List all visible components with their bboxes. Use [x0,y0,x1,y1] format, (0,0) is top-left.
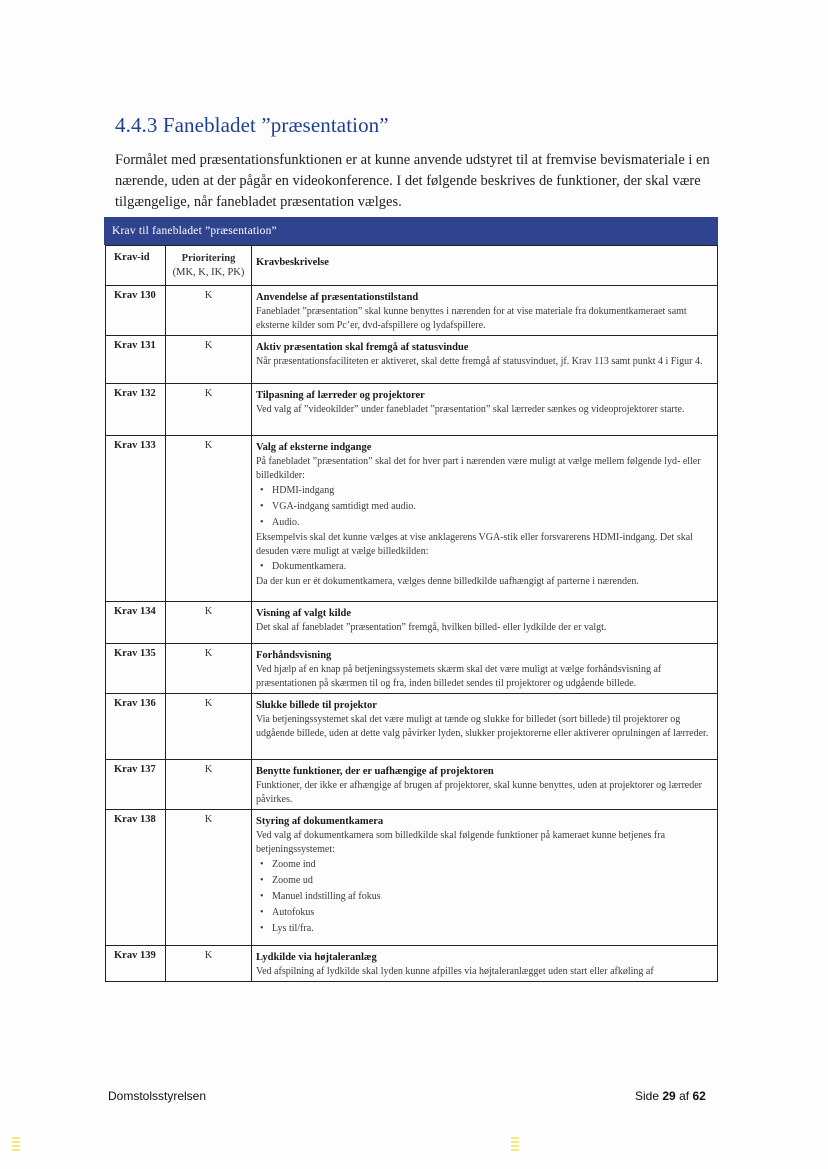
footer-page-number [635,1089,706,1103]
req-id: Krav 132 [106,384,166,436]
req-body: Via betjeningssystemet skal det være muligt at tænde og slukke for billedet (sort billede) til projektorer og udgående billede, uden at dette valg påvirker lyden, slukker projektorerne eller aktiverer oprulningen af lærreder. [256,714,709,739]
req-prio: K [166,810,252,946]
table-row [106,602,718,644]
req-desc [252,384,718,436]
req-body: Fanebladet ”præsentation” skal kunne benyttes i nærenden for at vise materiale fra dokumentkameraet samt eksterne kilder som Pc’er, dvd-afspillere og lydafspillere. [256,306,687,331]
req-prio: K [166,694,252,760]
table-row [106,694,718,760]
table-row [106,436,718,602]
req-body-2: Eksempelvis skal det kunne vælges at vise anklagerens VGA-stik eller forsvarerens HDMI-indgang. Det skal desuden være muligt at vælge billedkilden: [256,532,693,557]
table-row [106,644,718,694]
req-title: Tilpasning af lærreder og projektorer [256,390,425,401]
col-header-desc-label: Kravbeskrivelse [256,257,329,268]
req-id: Krav 133 [106,436,166,602]
footer-page: 29 [662,1089,676,1103]
col-header-prio-label: Prioritering [181,253,236,264]
req-body: Når præsentationsfaciliteten er aktiveret, skal dette fremgå af statusvinduet, jf. Krav 113 samt punkt 4 i Figur 4. [256,356,703,367]
req-body: Ved afspilning af lydkilde skal lyden kunne afpilles via højtaleranlægget uden start eller afkøling af [256,966,654,977]
req-desc [252,602,718,644]
req-id: Krav 130 [106,286,166,336]
req-id: Krav 137 [106,760,166,810]
bullet-item: • Autofokus [260,907,315,918]
req-prio: K [166,384,252,436]
footer-side-label: Side [635,1089,660,1103]
req-body: Ved valg af dokumentkamera som billedkilde skal følgende funktioner på kameraet kunne betjenes fra betjeningssystemet: [256,830,666,855]
req-desc [252,286,718,336]
req-prio: K [166,946,252,982]
footer-of-label: af [679,1089,690,1103]
section-heading: 4.4.3 Fanebladet ”præsentation” [115,113,389,137]
req-title: Anvendelse af præsentationstilstand [256,292,419,303]
req-desc [252,336,718,384]
table-title: Krav til fanebladet ”præsentation” [104,217,718,245]
req-body: På fanebladet ”præsentation” skal det for hver part i nærenden være muligt at vælge mellem følgende lyd- eller billedkilder: [256,456,701,481]
req-desc [252,694,718,760]
bullet-item: • VGA-indgang samtidigt med audio. [260,501,416,512]
table-row [106,810,718,946]
col-header-prio [166,246,252,286]
req-id: Krav 135 [106,644,166,694]
table-row [106,760,718,810]
req-desc [252,644,718,694]
req-title: Valg af eksterne indgange [256,442,372,453]
req-title: Visning af valgt kilde [256,608,352,619]
req-body: Ved valg af ”videokilder” under fanebladet ”præsentation” skal lærreder sænkes og videoprojektorer starte. [256,404,685,415]
table-header-row [106,246,718,286]
req-desc [252,810,718,946]
bullet-item: • Zoome ud [260,875,313,886]
req-title: Forhåndsvisning [256,650,332,661]
bullet-item: • Audio. [260,517,300,528]
col-header-id: Krav-id [106,246,166,286]
req-title: Benytte funktioner, der er uafhængige af projektoren [256,766,494,777]
req-body: Ved hjælp af en knap på betjeningssystemets skærm skal det være muligt at vælge forhåndsvisning af præsentationen på skærmen til og fra, inden billedet sendes til projektorer og udgående billede. [256,664,662,689]
req-id: Krav 139 [106,946,166,982]
req-prio: K [166,602,252,644]
req-desc [252,436,718,602]
footer-org: Domstolsstyrelsen [108,1089,207,1103]
table-row [106,384,718,436]
req-id: Krav 136 [106,694,166,760]
req-prio: K [166,436,252,602]
req-desc [252,946,718,982]
footer-total: 62 [692,1089,706,1103]
col-header-prio-sub: (MK, K, IK, PK) [172,267,245,278]
req-title: Styring af dokumentkamera [256,816,384,827]
scan-artifact-mark [12,1137,20,1151]
scan-artifact-mark [511,1137,519,1151]
req-body: Det skal af fanebladet ”præsentation” fremgå, hvilken billed- eller lydkilde der er valgt. [256,622,607,633]
bullet-item: • Dokumentkamera. [260,561,347,572]
req-prio: K [166,286,252,336]
requirements-table [104,217,718,982]
req-title: Slukke billede til projektor [256,700,377,711]
table-row [106,946,718,982]
table-row [106,336,718,384]
bullet-item: • HDMI-indgang [260,485,335,496]
req-body-3: Da der kun er ét dokumentkamera, vælges denne billedkilde uafhængigt af parterne i nærenden. [256,576,639,587]
req-id: Krav 138 [106,810,166,946]
table-row [106,286,718,336]
bullet-item: • Lys til/fra. [260,923,314,934]
req-prio: K [166,644,252,694]
req-body: Funktioner, der ikke er afhængige af brugen af projektorer, skal kunne benyttes, uden at projektorer og lærreder påvirkes. [256,780,702,805]
req-desc [252,760,718,810]
col-header-desc [252,246,718,286]
bullet-item: • Manuel indstilling af fokus [260,891,381,902]
section-intro: Formålet med præsentationsfunktionen er at kunne anvende udstyret til at fremvise bevismateriale i en nærende, uden at der pågår en videokonference. I det følgende beskrives de funktioner, der skal være tilgængelige, når fanebladet præsentation vælges. [115,152,710,210]
req-id: Krav 131 [106,336,166,384]
req-title: Lydkilde via højtaleranlæg [256,952,377,963]
req-title: Aktiv præsentation skal fremgå af statusvindue [256,342,469,353]
bullet-item: • Zoome ind [260,859,316,870]
req-id: Krav 134 [106,602,166,644]
req-prio: K [166,760,252,810]
req-prio: K [166,336,252,384]
